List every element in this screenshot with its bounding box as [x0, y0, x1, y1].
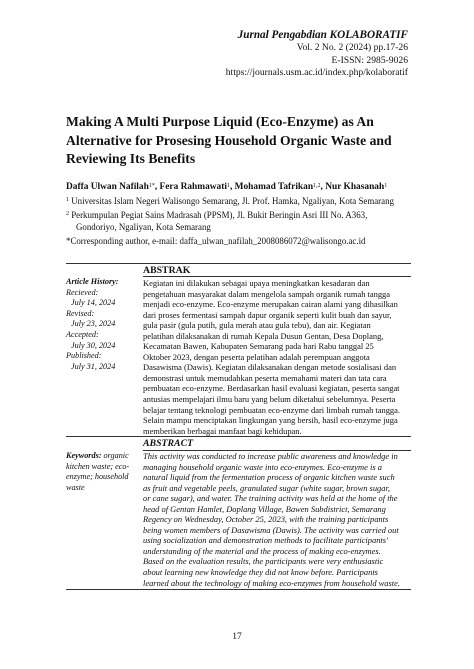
- abstrak-line: Oktober 2023, dengan peserta pelatihan adalah perempuan anggota: [143, 351, 370, 362]
- journal-header: [226, 28, 408, 80]
- abstrak-line: menjadi eco-enzyme. Eco-enzyme merupakan cairan alami yang dihasilkan: [143, 299, 398, 310]
- abstrak-line: antusias mempelajari ilmu baru yang belum diketahui sebelumnya. Peserta: [143, 394, 396, 405]
- journal-title: Jurnal Pengabdian KOLABORATIF: [237, 29, 408, 41]
- affiliation-text: Perkumpulan Pegiat Sains Madrasah (PPSM), Jl. Bukit Beringin Asri III No. A363,: [71, 210, 368, 220]
- author-list: [66, 181, 411, 193]
- abstract-line: Based on the evaluation results, the participants were very enthusiastic: [143, 556, 384, 567]
- top-rule: [66, 263, 411, 264]
- received-label: Recieved:: [66, 287, 99, 297]
- abstract-line: or cane sugar), and water. The training activity was held at the home of the: [143, 493, 398, 504]
- abstract-line: This activity was conducted to increase public awareness and knowledge in: [143, 451, 398, 461]
- keywords: [66, 451, 130, 493]
- abstrak-line: pembuatan eco-enzyme. Berdasarkan hasil evaluasi kegiatan, peserta sangat: [143, 383, 400, 394]
- abstrak-line: Dasawisma (Dawis). Kegiatan dilaksanakan dengan metode sosialisasi dan: [143, 362, 397, 373]
- affiliation-2: [66, 209, 411, 221]
- abstrak-line: Selain mampu menciptakan lingkungan yang bersih, hasil eco-enzyme juga: [143, 415, 398, 426]
- journal-eissn: E-ISSN: 2985-9026: [331, 54, 408, 66]
- published-label: Published:: [66, 351, 102, 361]
- abstract-line: managing household organic waste into eco-enzymes. Eco-enzyme is a: [143, 461, 382, 472]
- author-affiliation-mark: 1: [384, 183, 388, 189]
- author-name: Fera Rahmawati: [159, 182, 227, 192]
- abstract-line: Regency on Wednesday, October 25, 2023, with the training participants: [143, 514, 389, 525]
- author-name: Mohamad Tafrikan: [234, 182, 314, 192]
- revised-date: July 23, 2024: [71, 319, 116, 329]
- article-title: Making A Multi Purpose Liquid (Eco-Enzyme) as An Alternative for Prosesing Household Organic Waste and Reviewing Its Benefits: [66, 114, 392, 166]
- corresponding-author: *Corresponding author, e-mail: daffa_ulwan_nafilah_2008086072@walisongo.ac.id: [66, 236, 366, 246]
- accepted-date: July 30, 2024: [71, 340, 116, 350]
- affiliation-1: [66, 195, 411, 207]
- abstract-line: natural liquid from the fermentation process of organic kitchen waste such: [143, 472, 395, 483]
- author-affiliation-mark: 1: [226, 183, 230, 189]
- affiliation-2-continued: Gondoriyo, Ngaliyan, Kota Semarang: [76, 222, 211, 232]
- abstract-line: learned about the technology of making eco-enzymes from household waste.: [143, 577, 400, 588]
- abstrak-line: gula pasir (gula putih, gula merah atau gula tebu), dan air. Kegiatan: [143, 320, 371, 331]
- abstract-line: as fruit and vegetable peels, granulated sugar (white sugar, brown sugar,: [143, 482, 390, 493]
- middle-rule: [66, 436, 411, 437]
- journal-url[interactable]: https://journals.usm.ac.id/index.php/kolaboratif: [225, 67, 408, 78]
- article-history: [66, 277, 130, 372]
- author-affiliation-mark: 1*: [148, 183, 155, 189]
- keywords-label: Keywords:: [66, 451, 102, 460]
- abstrak-line: memberikan berbagai manfaat bagi kehidupan.: [143, 425, 302, 436]
- affiliation-number: 1: [66, 197, 69, 203]
- author-separator: ,: [229, 182, 235, 192]
- abstract-line: understanding of the material and the process of making eco-enzymes.: [143, 545, 381, 556]
- abstrak-line: Kegiatan ini dilakukan sebagai upaya meningkatkan kesadaran dan: [143, 278, 370, 288]
- abstract-heading: ABSTRACT: [143, 438, 194, 449]
- page-number: 17: [232, 631, 242, 642]
- abstrak-line: belajar tentang teknologi pembuatan eco-enzyme dari limbah rumah tangga.: [143, 404, 401, 415]
- history-label: Article History:: [66, 277, 119, 286]
- abstract-line: about learning new knowledge they did not know before. Participants: [143, 567, 378, 578]
- author-name: Daffa Ulwan Nafilah: [66, 182, 149, 192]
- abstract-line: being women members of Dasawisma (Dawis). The activity was carried out: [143, 524, 399, 535]
- published-date: July 31, 2024: [71, 361, 116, 371]
- author-affiliation-mark: 1,2: [313, 183, 321, 189]
- author-name: Nur Khasanah: [325, 182, 385, 192]
- affiliation-text: Universitas Islam Negeri Walisongo Semarang, Jl. Prof. Hamka, Ngaliyan, Kota Semarang: [71, 196, 394, 206]
- abstract-body: [143, 451, 410, 588]
- keywords-text: organic kitchen waste; eco-enzyme; household waste: [66, 451, 130, 492]
- abstrak-line: pelatihan dilaksanakan di rumah Kepala Dusun Gentan, Desa Doplang,: [143, 330, 384, 341]
- abstract-line: using socialization and demonstration methods to facilitate participants': [143, 535, 388, 546]
- abstrak-line: dari proses fermentasi sampah dapur organik seperti kulit buah dan sayur,: [143, 309, 392, 320]
- abstrak-body: [143, 278, 410, 436]
- abstrak-line: demonstrasi untuk memudahkan peserta memahami materi dan tata cara: [143, 372, 387, 383]
- author-separator: ,: [320, 182, 326, 192]
- author-separator: ,: [154, 182, 160, 192]
- journal-volume: Vol. 2 No. 2 (2024) pp.17-26: [296, 42, 408, 53]
- received-date: July 14, 2024: [71, 298, 116, 308]
- abstract-line: head of Gentan Hamlet, Doplang Village, Bawen Subdistrict, Semarang: [143, 503, 386, 514]
- abstrak-line: pengetahuan masyarakat dalam mengelola sampah organik rumah tangga: [143, 288, 391, 299]
- abstrak-heading: ABSTRAK: [143, 265, 191, 276]
- abstrak-line: Kecamatan Bawen, Kabupaten Semarang pada hari Rabu tanggal 25: [143, 341, 374, 352]
- bottom-rule: [66, 589, 411, 590]
- revised-label: Revised:: [66, 308, 95, 318]
- accepted-label: Accepted:: [66, 329, 99, 339]
- affiliation-number: 2: [66, 211, 69, 217]
